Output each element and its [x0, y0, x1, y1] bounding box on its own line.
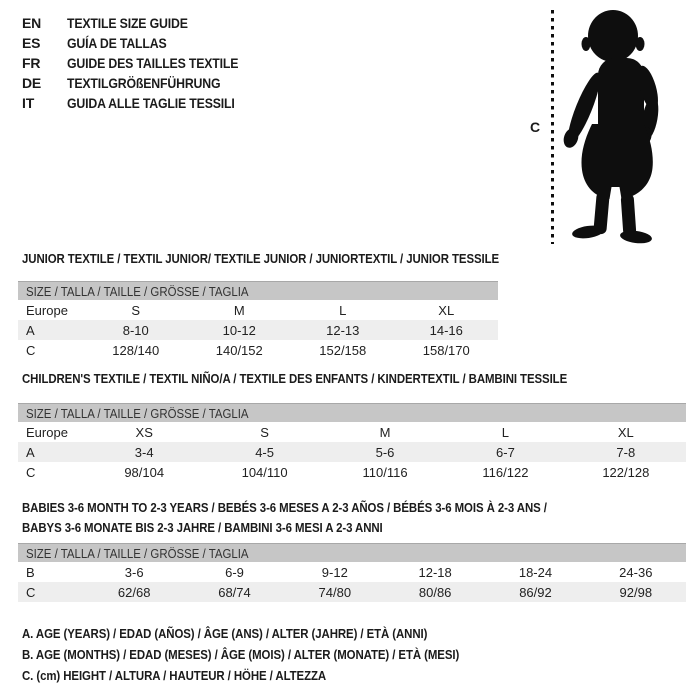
language-code: FR: [22, 55, 41, 71]
section-title-junior: JUNIOR TEXTILE / TEXTIL JUNIOR/ TEXTILE JUNIOR / JUNIORTEXTIL / JUNIOR TESSILE: [22, 251, 500, 266]
language-row-fr: [22, 53, 262, 73]
measure-legend: [22, 623, 519, 686]
children-size-table: [18, 403, 686, 482]
size-header-bar: SIZE / TALLA / TAILLE / GRÖSSE / TAGLIA: [18, 543, 686, 562]
language-title-list: [22, 13, 262, 113]
language-row-es: [22, 33, 262, 53]
junior-size-table: [18, 281, 498, 360]
size-header-bar: SIZE / TALLA / TAILLE / GRÖSSE / TAGLIA: [18, 281, 498, 300]
legend-line-a: A. AGE (YEARS) / EDAD (AÑOS) / ÂGE (ANS) / ALTER (JAHRE) / ETÀ (ANNI): [22, 626, 428, 641]
babies-size-table: [18, 543, 686, 602]
height-measure-label: C: [530, 119, 541, 135]
table-row-europe: Europe XS S M L XL: [26, 424, 634, 440]
table-row-height: C 128/140 140/152 152/158 158/170: [26, 342, 470, 358]
language-code: IT: [22, 95, 35, 111]
language-row-de: [22, 73, 262, 93]
language-code: ES: [22, 35, 41, 51]
guide-title: TEXTILE SIZE GUIDE: [67, 15, 188, 31]
language-row-en: [22, 13, 262, 33]
table-row-height: C 62/68 68/74 74/80 80/86 86/92 92/98: [18, 582, 686, 602]
toddler-silhouette-icon: [561, 8, 668, 244]
language-code: DE: [22, 75, 42, 91]
size-header-bar: SIZE / TALLA / TAILLE / GRÖSSE / TAGLIA: [18, 403, 686, 422]
table-row-height: C 98/104 104/110 110/116 116/122 122/128: [26, 464, 650, 480]
language-row-it: [22, 93, 262, 113]
table-row-age-months: B 3-6 6-9 9-12 12-18 18-24 24-36: [26, 564, 653, 580]
guide-title: GUIDA ALLE TAGLIE TESSILI: [67, 95, 235, 111]
guide-title: GUIDE DES TAILLES TEXTILE: [67, 55, 239, 71]
height-measure-dashed-line: [551, 10, 554, 244]
guide-title: GUÍA DE TALLAS: [67, 35, 167, 51]
table-row-age-years: A 3-4 4-5 5-6 6-7 7-8: [18, 442, 686, 462]
table-row-europe: Europe S M L XL: [26, 302, 455, 318]
guide-title: TEXTILGRÖßENFÜHRUNG: [67, 75, 221, 91]
section-title-babies: BABIES 3-6 MONTH TO 2-3 YEARS / BEBÉS 3-6 MESES A 2-3 AÑOS / BÉBÉS 3-6 MOIS À 2-3 ANS / BABYS 3-6 MONATE BIS 2-3 JAHRE / BAMBINI 3-6 MESI A 2-3 ANNI: [22, 500, 547, 535]
legend-line-c: C. (cm) HEIGHT / ALTURA / HAUTEUR / HÖHE / ALTEZZA: [22, 668, 327, 683]
table-row-age-years: A 8-10 10-12 12-13 14-16: [18, 320, 498, 340]
section-title-children: CHILDREN'S TEXTILE / TEXTIL NIÑO/A / TEXTILE DES ENFANTS / KINDERTEXTIL / BAMBINI TESSILE: [22, 371, 568, 386]
legend-line-b: B. AGE (MONTHS) / EDAD (MESES) / ÂGE (MOIS) / ALTER (MONATE) / ETÀ (MESI): [22, 647, 460, 662]
language-code: EN: [22, 15, 42, 31]
